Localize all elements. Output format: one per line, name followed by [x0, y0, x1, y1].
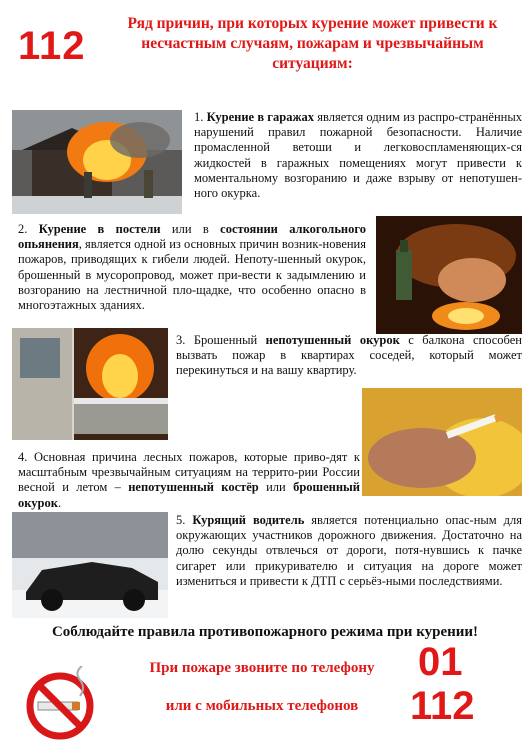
call-text-line1: При пожаре звоните по телефону — [149, 660, 375, 676]
page-title: Ряд причин, при которых курение может привести к несчастным случаям, пожарам и чрезвычайным ситуациям: — [127, 15, 498, 72]
paragraph-forest: 4. Основная причина лесных пожаров, которые приво-дят к масштабным чрезвычайным ситуациям на террито-рии России весной и летом – непотушенный костёр или брошенный окурок. — [18, 450, 360, 510]
call-text-line2: или с мобильных телефонов — [165, 698, 359, 714]
phone-number-01: 01 — [418, 640, 463, 684]
no-smoking-icon — [22, 666, 98, 742]
photo-balcony-fire — [12, 328, 168, 440]
phone-number-112: 112 — [410, 684, 475, 728]
paragraph-driver: 5. Курящий водитель является потенциально опас-ным для окружающих участников дорожного движения. Достаточно на долю секунды отвлечься от дороги, потя-нувшись к пачке сигарет или прикуривателю и ситуация на дороге может измениться и привести к ДТП с серьёз-ными последствиями. — [176, 513, 522, 588]
photo-garage-fire — [12, 110, 182, 214]
safety-reminder: Соблюдайте правила противопожарного режима при курении! — [51, 624, 479, 640]
paragraph-bed-alcohol: 2. Курение в постели или в состоянии алкогольного опьянения, является одной из основных причин возник-новения пожаров, приводящих к гибели людей. Непоту-шенный окурок, брошенный в мусоропровод, может при-вести к задымлению и возгоранию на лестничной пло-щадке, что особенно опасно в многоэтажных зданиях. — [18, 222, 366, 313]
emergency-number-top: 112 — [18, 24, 86, 68]
photo-hand-cigarette — [362, 388, 522, 496]
paragraph-garage: 1. Курение в гаражах является одним из распро-странённых нарушений правил пожарной безопасности. Наличие промасленной ветоши и легковоспламеняющих-ся жидкостей в гаражных помещениях могут привести к моментальному возгоранию и даже взрыву от непотушен-ного окурка. — [194, 110, 523, 201]
photo-burnt-car — [12, 512, 168, 618]
paragraph-balcony: 3. Брошенный непотушенный окурок с балкона способен вызвать пожар в квартирах соседей, который может перекинуться и на вашу квартиру. — [176, 333, 522, 378]
photo-drunk-smoker — [376, 216, 522, 334]
